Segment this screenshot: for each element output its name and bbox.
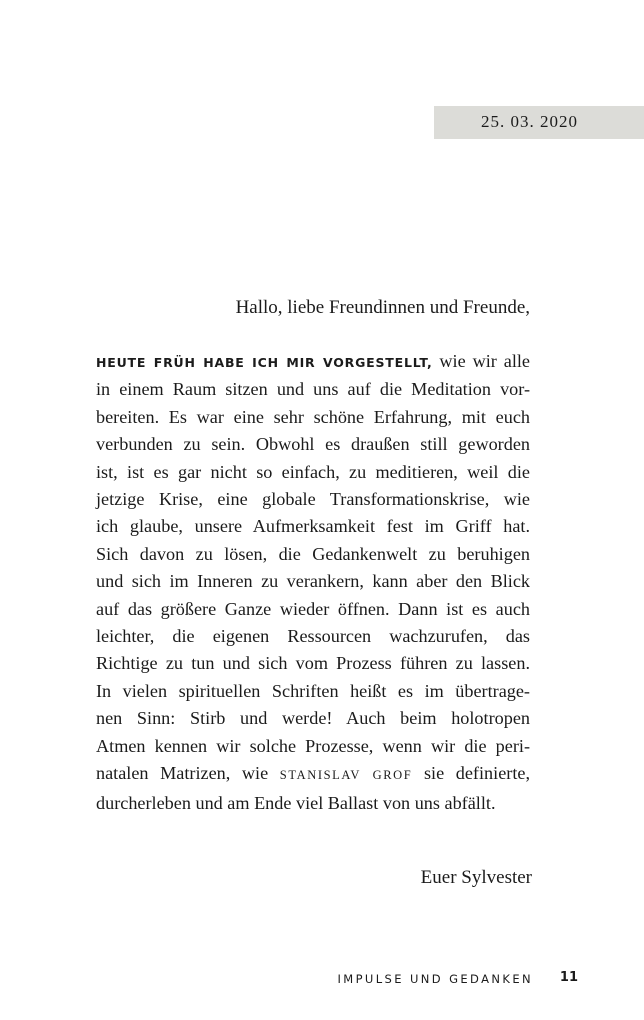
body-line: auf das größere Ganze wieder öffnen. Dann ist es auch <box>96 598 530 619</box>
lead-in-text: HEUTE FRÜH HABE ICH MIR VORGESTELLT, <box>96 355 433 370</box>
body-line: jetzige Krise, eine globale Transformationskrise, wie <box>96 489 530 510</box>
body-line <box>96 348 530 376</box>
person-name-smallcaps: STANISLAV GROF <box>279 768 413 783</box>
body-line: Sich davon zu lösen, die Gedankenwelt zu beruhigen <box>96 543 530 564</box>
body-line: durcherleben und am Ende viel Ballast von uns abfällt. <box>96 792 496 813</box>
body-line: verbunden zu sein. Obwohl es draußen still geworden <box>96 434 530 455</box>
letter-greeting: Hallo, liebe Freundinnen und Freunde, <box>235 297 530 318</box>
running-footer-title: IMPULSE UND GEDANKEN <box>337 972 533 986</box>
letter-signature: Euer Sylvester <box>420 867 532 888</box>
body-line <box>96 760 530 789</box>
date-label: 25. 03. 2020 <box>481 112 578 131</box>
body-line: und sich im Inneren zu verankern, kann aber den Blick <box>96 571 530 592</box>
body-line: leichter, die eigenen Ressourcen wachzurufen, das <box>96 626 530 647</box>
body-line: ich glaube, unsere Aufmerksamkeit fest im Griff hat. <box>96 516 530 537</box>
body-line-text: wie wir alle <box>439 351 530 371</box>
body-line: ist, ist es gar nicht so einfach, zu meditieren, weil die <box>96 461 530 482</box>
body-line: Atmen kennen wir solche Prozesse, wenn wir die peri- <box>96 735 530 756</box>
body-line: In vielen spirituellen Schriften heißt es im übertrage- <box>96 680 530 701</box>
date-banner <box>434 106 644 139</box>
body-line: in einem Raum sitzen und uns auf die Meditation vor- <box>96 379 530 400</box>
body-line: bereiten. Es war eine sehr schöne Erfahrung, mit euch <box>96 406 530 427</box>
body-line: Richtige zu tun und sich vom Prozess führen zu lassen. <box>96 653 530 674</box>
body-line: nen Sinn: Stirb und werde! Auch beim holotropen <box>96 708 530 729</box>
letter-body <box>96 348 530 817</box>
body-line-text: natalen Matrizen, wie <box>96 763 269 784</box>
page-number: 11 <box>559 970 578 985</box>
body-line-text: sie definierte, <box>423 763 530 784</box>
